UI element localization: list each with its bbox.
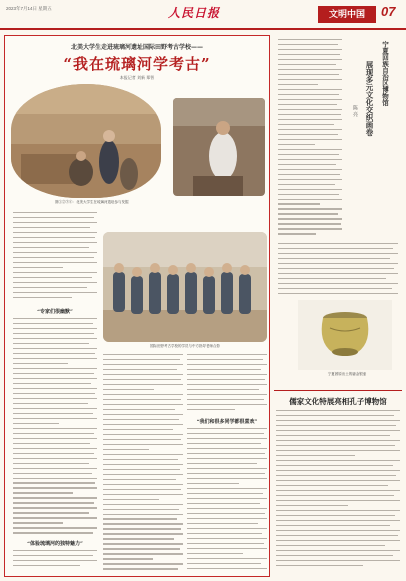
side-author: 陈 亮 — [352, 105, 358, 117]
side-text-bottom — [278, 243, 398, 299]
article-text-column-1 — [13, 212, 97, 304]
side-title-line-2: 展现多元文化交织画卷 — [365, 61, 374, 136]
article-text-column-2 — [13, 318, 97, 538]
group-photo — [103, 232, 267, 342]
photo-caption-left: 图①②③④：北美大学生在琉璃河遗址参与发掘 — [55, 200, 129, 204]
article-text-column-2b — [13, 550, 97, 574]
artifact-photo — [298, 300, 392, 370]
article-byline: 本报记者 刘新 郑智 — [119, 75, 155, 80]
main-article — [4, 35, 270, 577]
bottom-feature-title: 儒家文化特展亮相孔子博物馆 — [289, 397, 387, 406]
side-title-line-1: 宁夏回族自治区博物馆 — [381, 41, 389, 106]
excavation-photo-right — [173, 98, 265, 196]
article-text-column-3 — [103, 354, 183, 574]
article-text-column-4 — [187, 428, 267, 574]
article-text-column-4a — [187, 354, 267, 414]
subhead-2: “体验琉璃河的独特魅力” — [27, 541, 83, 547]
excavation-photo-left — [11, 84, 161, 198]
excavation-photo-right-image — [173, 98, 265, 196]
date-line: 2023年7月14日 星期五 — [6, 6, 52, 11]
subhead-1: “专家们很幽默” — [37, 309, 73, 315]
artifact-caption: 宁夏固原出土的鎏金银壶 — [327, 372, 367, 376]
masthead — [0, 0, 406, 30]
paper-logo: 人民日报 — [168, 6, 221, 20]
bottom-feature-text — [276, 410, 400, 575]
photo-caption-right: 国际田野考古学校的学员与中方指导老师合影 — [150, 344, 220, 348]
group-photo-image — [103, 232, 267, 342]
bottom-rule — [274, 390, 402, 391]
section-label: 文明中国 — [318, 6, 376, 23]
article-headline: “我在琉璃河学考古” — [63, 55, 211, 73]
subhead-3: “我们和很多同学都很喜欢” — [196, 419, 258, 425]
artifact-photo-image — [298, 300, 392, 370]
side-text-left — [278, 39, 342, 239]
article-kicker: 北美大学生走进琉璃河遗址国际田野考古学校—— — [70, 44, 203, 51]
excavation-photo-left-image — [11, 84, 161, 198]
page-number: 07 — [381, 4, 396, 19]
